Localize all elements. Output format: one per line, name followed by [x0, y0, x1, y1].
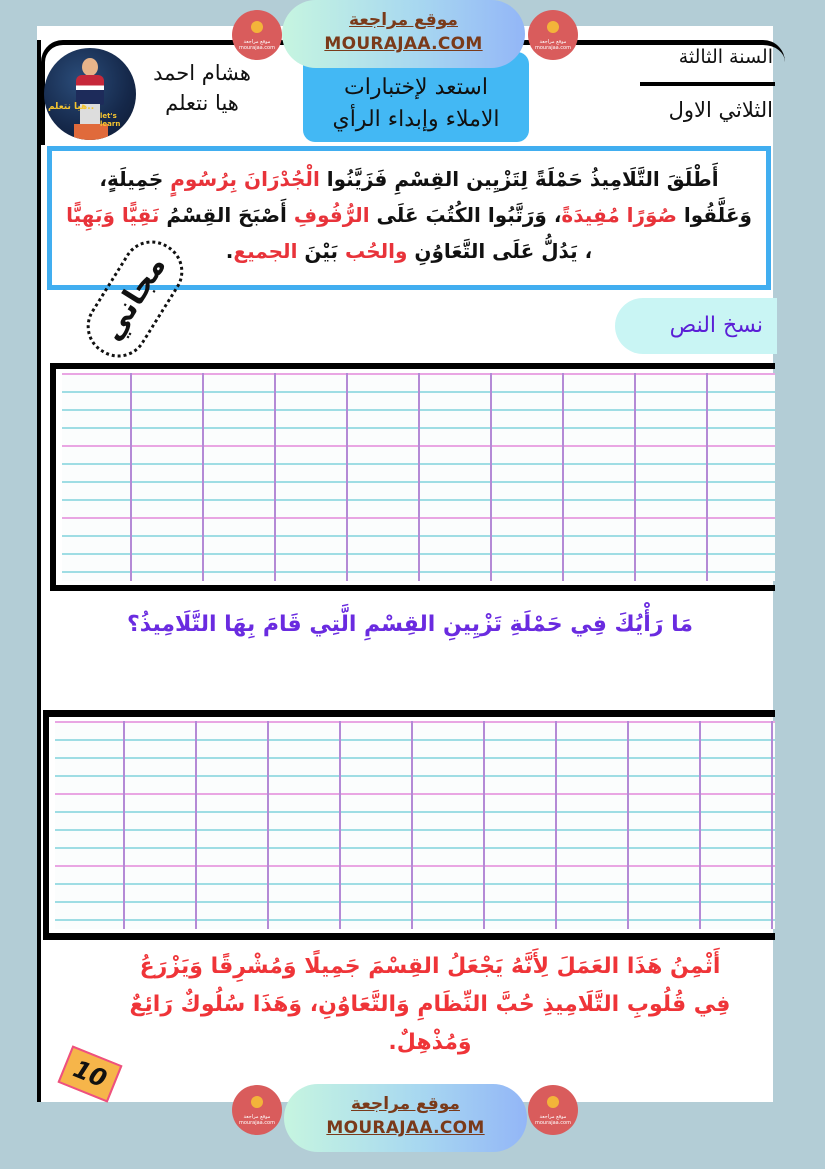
watermark-badge-label: موقع مراجعة mourajaa.com [238, 39, 275, 51]
passage-text: جَمِيلَةٍ، [99, 167, 171, 191]
model-answer [90, 948, 770, 1062]
passage-line-2 [52, 197, 766, 233]
grade-underline [640, 82, 775, 86]
copy-text-section-label: نسخ النص [615, 298, 777, 354]
passage-text: أَصْبَحَ القِسْمُ [159, 203, 294, 227]
passage-text: وَعَلَّقُوا [676, 203, 752, 227]
passage-highlight: الْجُدْرَانَ بِرُسُومٍ [170, 167, 320, 191]
answer-line-1: أَثْمِنُ هَذَا العَمَلَ لِأَنَّهُ يَجْعَلُ القِسْمَ جَمِيلًا وَمُشْرِقًا وَيَزْرَعُ [139, 954, 721, 979]
passage-line-1 [52, 161, 766, 197]
term-label: الثلاثي الاول [668, 98, 773, 122]
opinion-question: مَا رَأْيُكَ فِي حَمْلَةِ تَزْيِينِ القِسْمِ الَّتِي قَامَ بِهَا التَّلَامِيذُ؟ [126, 612, 694, 637]
avatar-body-shape [76, 75, 104, 105]
answer-line-3: وَمُذْهِلٌ. [388, 1030, 472, 1055]
passage-text: ، وَرَتَّبُوا الكُتُبَ عَلَى [369, 203, 562, 227]
logo-dot-icon [547, 1096, 559, 1108]
title-line-1: استعد لإختبارات [344, 75, 488, 100]
avatar-caption-en: let's learn [100, 112, 121, 128]
answer-writing-grid[interactable] [43, 710, 775, 940]
watermark-banner-bottom[interactable] [284, 1084, 527, 1152]
passage-highlight: صُوَرًا مُفِيدَةً [561, 203, 677, 227]
passage-highlight: نَقِيًّا وَبَهِيًّا [66, 203, 160, 227]
passage-text: . [225, 239, 234, 263]
passage-text: بَيْنَ [297, 239, 346, 263]
author-name: هشام احمد [153, 61, 251, 85]
watermark-english[interactable]: MOURAJAA.COM [326, 1118, 485, 1138]
watermark-logo-icon [528, 10, 578, 60]
watermark-arabic[interactable]: موقع مراجعة [349, 10, 458, 30]
watermark-badge-label: موقع مراجعة mourajaa.com [534, 1114, 571, 1126]
author-avatar [44, 48, 136, 140]
free-stamp: مجاني [75, 229, 194, 369]
title-line-2: الاملاء وإبداء الرأي [332, 107, 500, 132]
passage-highlight: الجميع [233, 239, 298, 263]
author-block [142, 58, 262, 118]
passage-text: ، يَدُلُّ عَلَى التَّعَاوُنِ [407, 239, 593, 263]
watermark-badge-label: موقع مراجعة mourajaa.com [238, 1114, 275, 1126]
watermark-arabic[interactable]: موقع مراجعة [351, 1094, 460, 1114]
watermark-logo-icon [232, 10, 282, 60]
watermark-logo-icon [232, 1085, 282, 1135]
passage-text: أَطْلَقَ التَّلَامِيذُ حَمْلَةً لِتَزْيِين القِسْمِ فَزَيَّنُوا [319, 167, 719, 191]
answer-line-2: فِي قُلُوبِ التَّلَامِيذِ حُبَّ النِّظَامِ وَالتَّعَاوُنِ، وَهَذَا سُلُوكٌ رَائِعٌ [129, 992, 731, 1017]
grade-label: السنة الثالثة [678, 46, 773, 68]
handwriting-lines[interactable] [55, 721, 775, 929]
watermark-logo-icon [528, 1085, 578, 1135]
avatar-head-shape [82, 58, 98, 76]
passage-highlight: والحُب [345, 239, 408, 263]
watermark-badge-label: موقع مراجعة mourajaa.com [534, 39, 571, 51]
passage-highlight: الرُّفُوفِ [293, 203, 370, 227]
logo-dot-icon [547, 21, 559, 33]
logo-dot-icon [251, 1096, 263, 1108]
handwriting-lines[interactable] [62, 373, 775, 581]
author-tagline: هيا نتعلم [165, 91, 239, 115]
watermark-banner-top[interactable] [282, 0, 525, 68]
page-number-badge: 10 [57, 1045, 122, 1102]
logo-dot-icon [251, 21, 263, 33]
copy-writing-grid[interactable] [50, 363, 775, 591]
left-border-rule [37, 40, 41, 1102]
watermark-english[interactable]: MOURAJAA.COM [324, 34, 483, 54]
avatar-caption-ar: هيا نتعلم.. [48, 102, 95, 112]
